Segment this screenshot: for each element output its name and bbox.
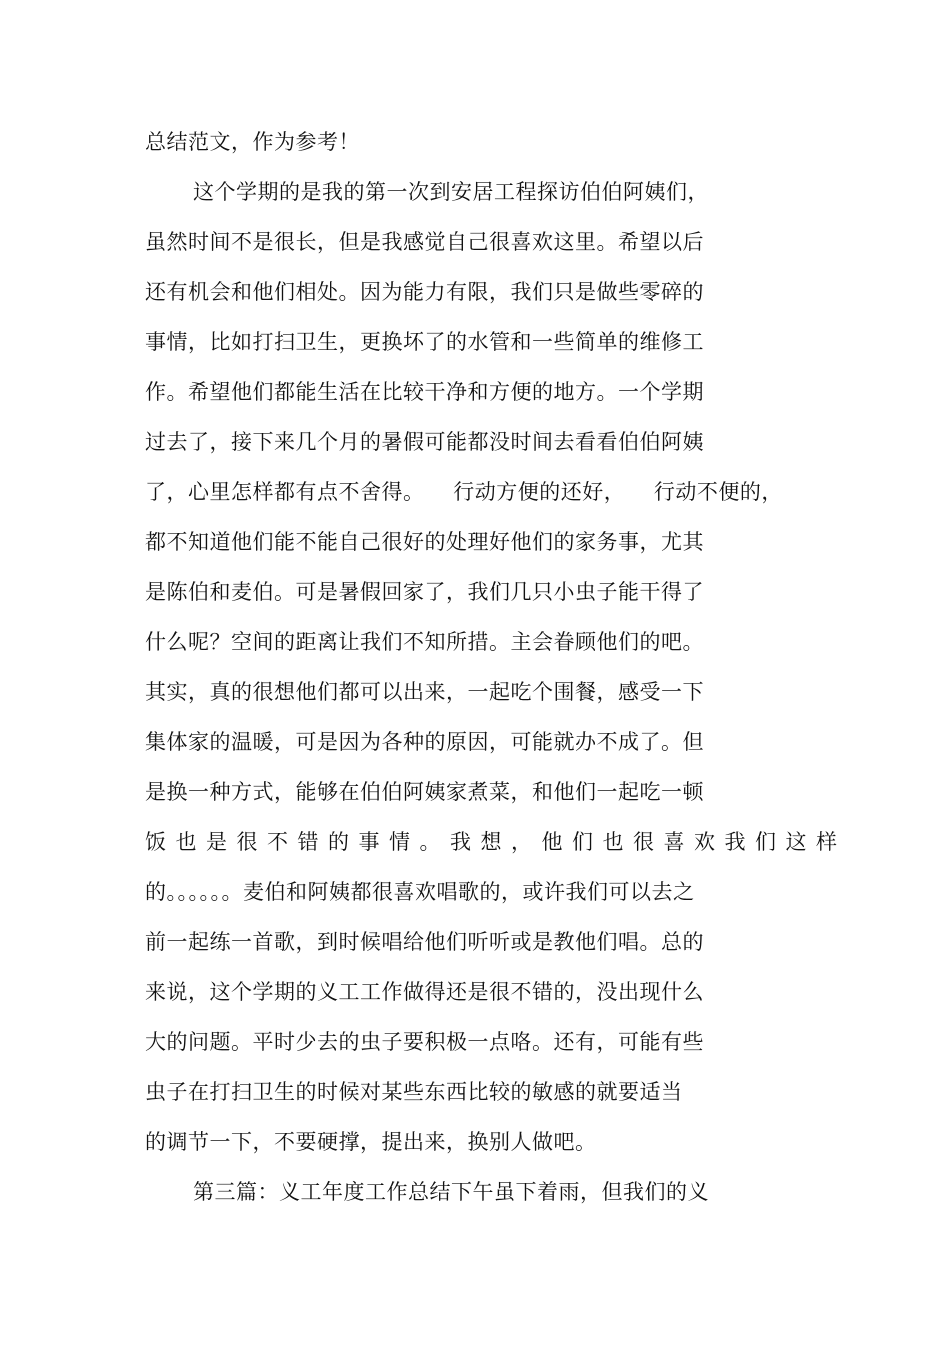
text-line-18: 来说，这个学期的义工工作做得还是很不错的，没出现什么 <box>145 980 704 1004</box>
text-line-21: 的调节一下，不要硬撑，提出来，换别人做吧。 <box>145 1130 597 1154</box>
text-line-5: 事情，比如打扫卫生，更换坏了的水管和一些简单的维修工 <box>145 330 704 354</box>
text-line-15: 饭也是很不错的事情。我想，他们也很喜欢我们这样 <box>145 830 847 854</box>
text-line-20: 虫子在打扫卫生的时候对某些东西比较的敏感的就要适当 <box>145 1080 683 1104</box>
text-line-3: 虽然时间不是很长，但是我感觉自己很喜欢这里。希望以后 <box>145 230 704 254</box>
text-line-6: 作。希望他们都能生活在比较干净和方便的地方。一个学期 <box>145 380 704 404</box>
text-line-1: 总结范文，作为参考！ <box>145 130 360 154</box>
text-line-11: 什么呢？空间的距离让我们不知所措。主会眷顾他们的吧。 <box>145 630 704 654</box>
text-line-22: 第三篇：义工年度工作总结下午虽下着雨，但我们的义 <box>193 1180 709 1204</box>
text-line-2: 这个学期的是我的第一次到安居工程探访伯伯阿姨们， <box>193 180 709 204</box>
text-line-14: 是换一种方式，能够在伯伯阿姨家煮菜，和他们一起吃一顿 <box>145 780 704 804</box>
text-line-10: 是陈伯和麦伯。可是暑假回家了，我们几只小虫子能干得了 <box>145 580 704 604</box>
text-line-17: 前一起练一首歌，到时候唱给他们听听或是教他们唱。总的 <box>145 930 704 954</box>
text-line-16: 的。。。。。。麦伯和阿姨都很喜欢唱歌的，或许我们可以去之 <box>145 880 695 904</box>
text-line-13: 集体家的温暖，可是因为各种的原因，可能就办不成了。但 <box>145 730 704 754</box>
text-line-4: 还有机会和他们相处。因为能力有限，我们只是做些零碎的 <box>145 280 704 304</box>
text-line-9: 都不知道他们能不能自己很好的处理好他们的家务事，尤其 <box>145 530 704 554</box>
text-line-7: 过去了，接下来几个月的暑假可能都没时间去看看伯伯阿姨 <box>145 430 704 454</box>
text-line-8: 了，心里怎样都有点不舍得。 行动方便的还好， 行动不便的， <box>145 480 783 504</box>
text-line-19: 大的问题。平时少去的虫子要积极一点咯。还有，可能有些 <box>145 1030 704 1054</box>
text-line-12: 其实，真的很想他们都可以出来，一起吃个围餐，感受一下 <box>145 680 704 704</box>
